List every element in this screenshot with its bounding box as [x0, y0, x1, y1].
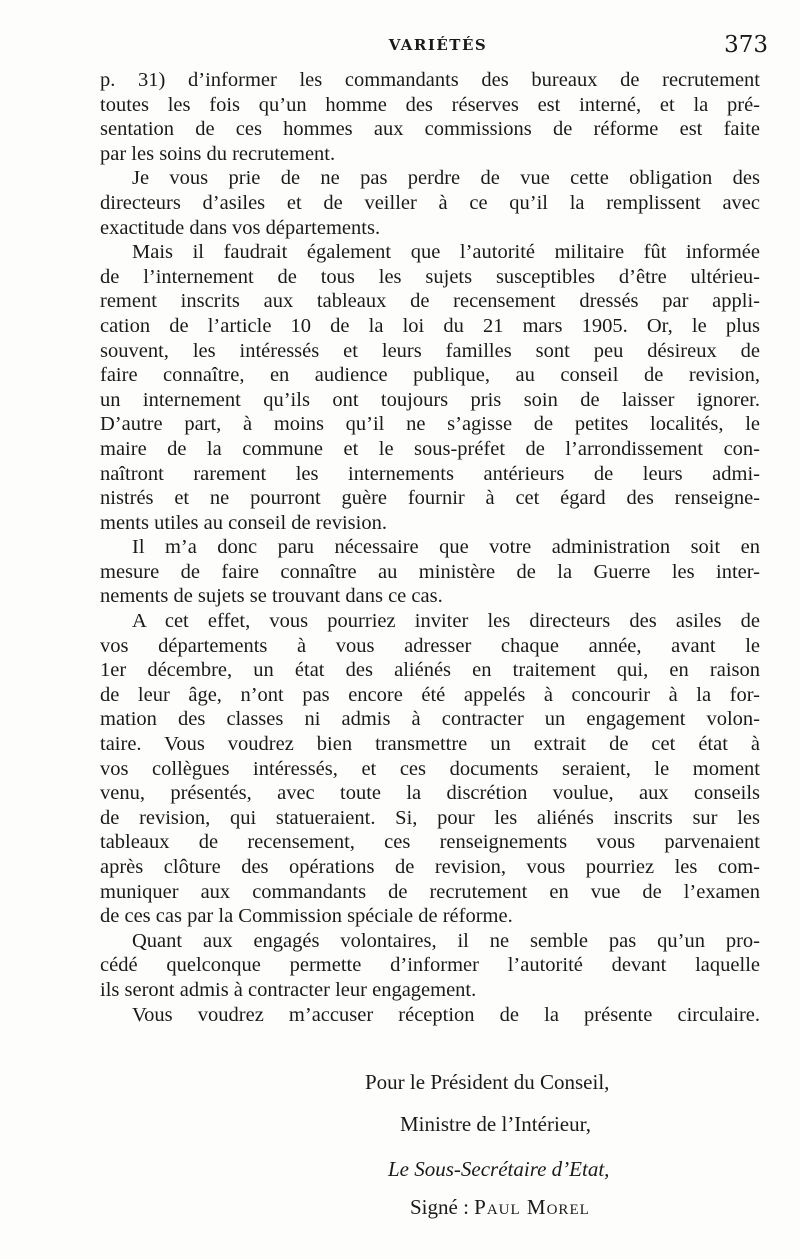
text-line: rement inscrits aux tableaux de recensement dressés par appli-	[100, 290, 760, 313]
text-line: par les soins du recrutement.	[100, 142, 336, 165]
signature-line-minister: Ministre de l’Intérieur,	[400, 1112, 592, 1136]
text-line: de ces cas par la Commission spéciale de réforme.	[100, 905, 513, 928]
text-line: tableaux de recensement, ces renseignements vous parvenaient	[100, 831, 760, 854]
body-text	[100, 68, 760, 1027]
page-header	[108, 32, 768, 64]
text-line: toutes les fois qu’un homme des réserves est interné, et la pré-	[100, 93, 760, 116]
text-line: nements de sujets se trouvant dans ce cas.	[100, 585, 443, 608]
text-line: mation des classes ni admis à contracter un engagement volon-	[100, 708, 760, 731]
text-line: souvent, les intéressés et leurs familles sont peu désireux de	[100, 339, 760, 362]
text-line: après clôture des opérations de revision, vous pourriez les com-	[100, 856, 760, 878]
signature-line-undersecretary: Le Sous-Secrétaire d’Etat,	[388, 1157, 610, 1181]
text-line: A cet effet, vous pourriez inviter les directeurs des asiles de	[132, 610, 760, 633]
text-line: muniquer aux commandants de recrutement en vue de l’examen	[100, 880, 760, 903]
page-number: 373	[724, 32, 768, 58]
text-line: vos départements à vous adresser chaque année, avant le	[100, 634, 760, 657]
text-line: sentation de ces hommes aux commissions de réforme est faite	[100, 118, 760, 141]
text-line: vos collègues intéressés, et ces documents seraient, le moment	[100, 757, 760, 780]
text-line: un internement qu’ils ont toujours pris soin de laisser ignorer.	[100, 388, 760, 411]
text-line: nistrés et ne pourront guère fournir à cet égard des renseigne-	[100, 487, 760, 510]
text-line: Il m’a donc paru nécessaire que votre administration soit en	[132, 536, 760, 559]
text-line: de leur âge, n’ont pas encore été appelés à concourir à la for-	[100, 683, 760, 706]
text-line: naîtront rarement les internements antérieurs de leurs admi-	[100, 462, 760, 485]
text-line: p. 31) d’informer les commandants des bureaux de recrutement	[100, 69, 760, 91]
text-line: D’autre part, à moins qu’il ne s’agisse de petites localités, le	[100, 413, 760, 436]
text-line: Mais il faudrait également que l’autorité militaire fût informée	[132, 241, 760, 264]
text-line: ils seront admis à contracter leur engagement.	[100, 978, 477, 1001]
text-line: faire connaître, en audience publique, au conseil de revision,	[100, 364, 760, 387]
text-line: venu, présentés, avec toute la discrétion voulue, aux conseils	[100, 782, 760, 805]
running-title: VARIÉTÉS	[388, 36, 488, 54]
signed-prefix: Signé :	[410, 1195, 475, 1219]
text-line: Vous voudrez m’accuser réception de la présente circulaire.	[132, 1003, 760, 1026]
signature-line-president: Pour le Président du Conseil,	[365, 1070, 610, 1094]
text-line: maire de la commune et le sous-préfet de l’arrondissement con-	[100, 437, 760, 460]
text-line: directeurs d’asiles et de veiller à ce qu’il la remplissent avec	[100, 191, 760, 214]
text-line: cation de l’article 10 de la loi du 21 mars 1905. Or, le plus	[100, 314, 760, 337]
text-line: de revision, qui statueraient. Si, pour les aliénés inscrits sur les	[100, 806, 760, 829]
text-line: mesure de faire connaître au ministère de la Guerre les inter-	[100, 560, 760, 583]
text-line: Quant aux engagés volontaires, il ne semble pas qu’un pro-	[132, 929, 760, 952]
text-line: ments utiles au conseil de revision.	[100, 511, 387, 534]
signature-line-signed	[410, 1195, 590, 1220]
text-line: taire. Vous voudrez bien transmettre un extrait de cet état à	[100, 733, 760, 756]
text-line: Je vous prie de ne pas perdre de vue cette obligation des	[132, 167, 760, 190]
text-line: de l’internement de tous les sujets susceptibles d’être ultérieu-	[100, 265, 760, 288]
text-line: cédé quelconque permette d’informer l’autorité devant laquelle	[100, 954, 760, 977]
text-line: 1er décembre, un état des aliénés en traitement qui, en raison	[100, 659, 760, 682]
signatory-name: Paul Morel	[474, 1195, 590, 1219]
text-line: exactitude dans vos départements.	[100, 216, 381, 239]
